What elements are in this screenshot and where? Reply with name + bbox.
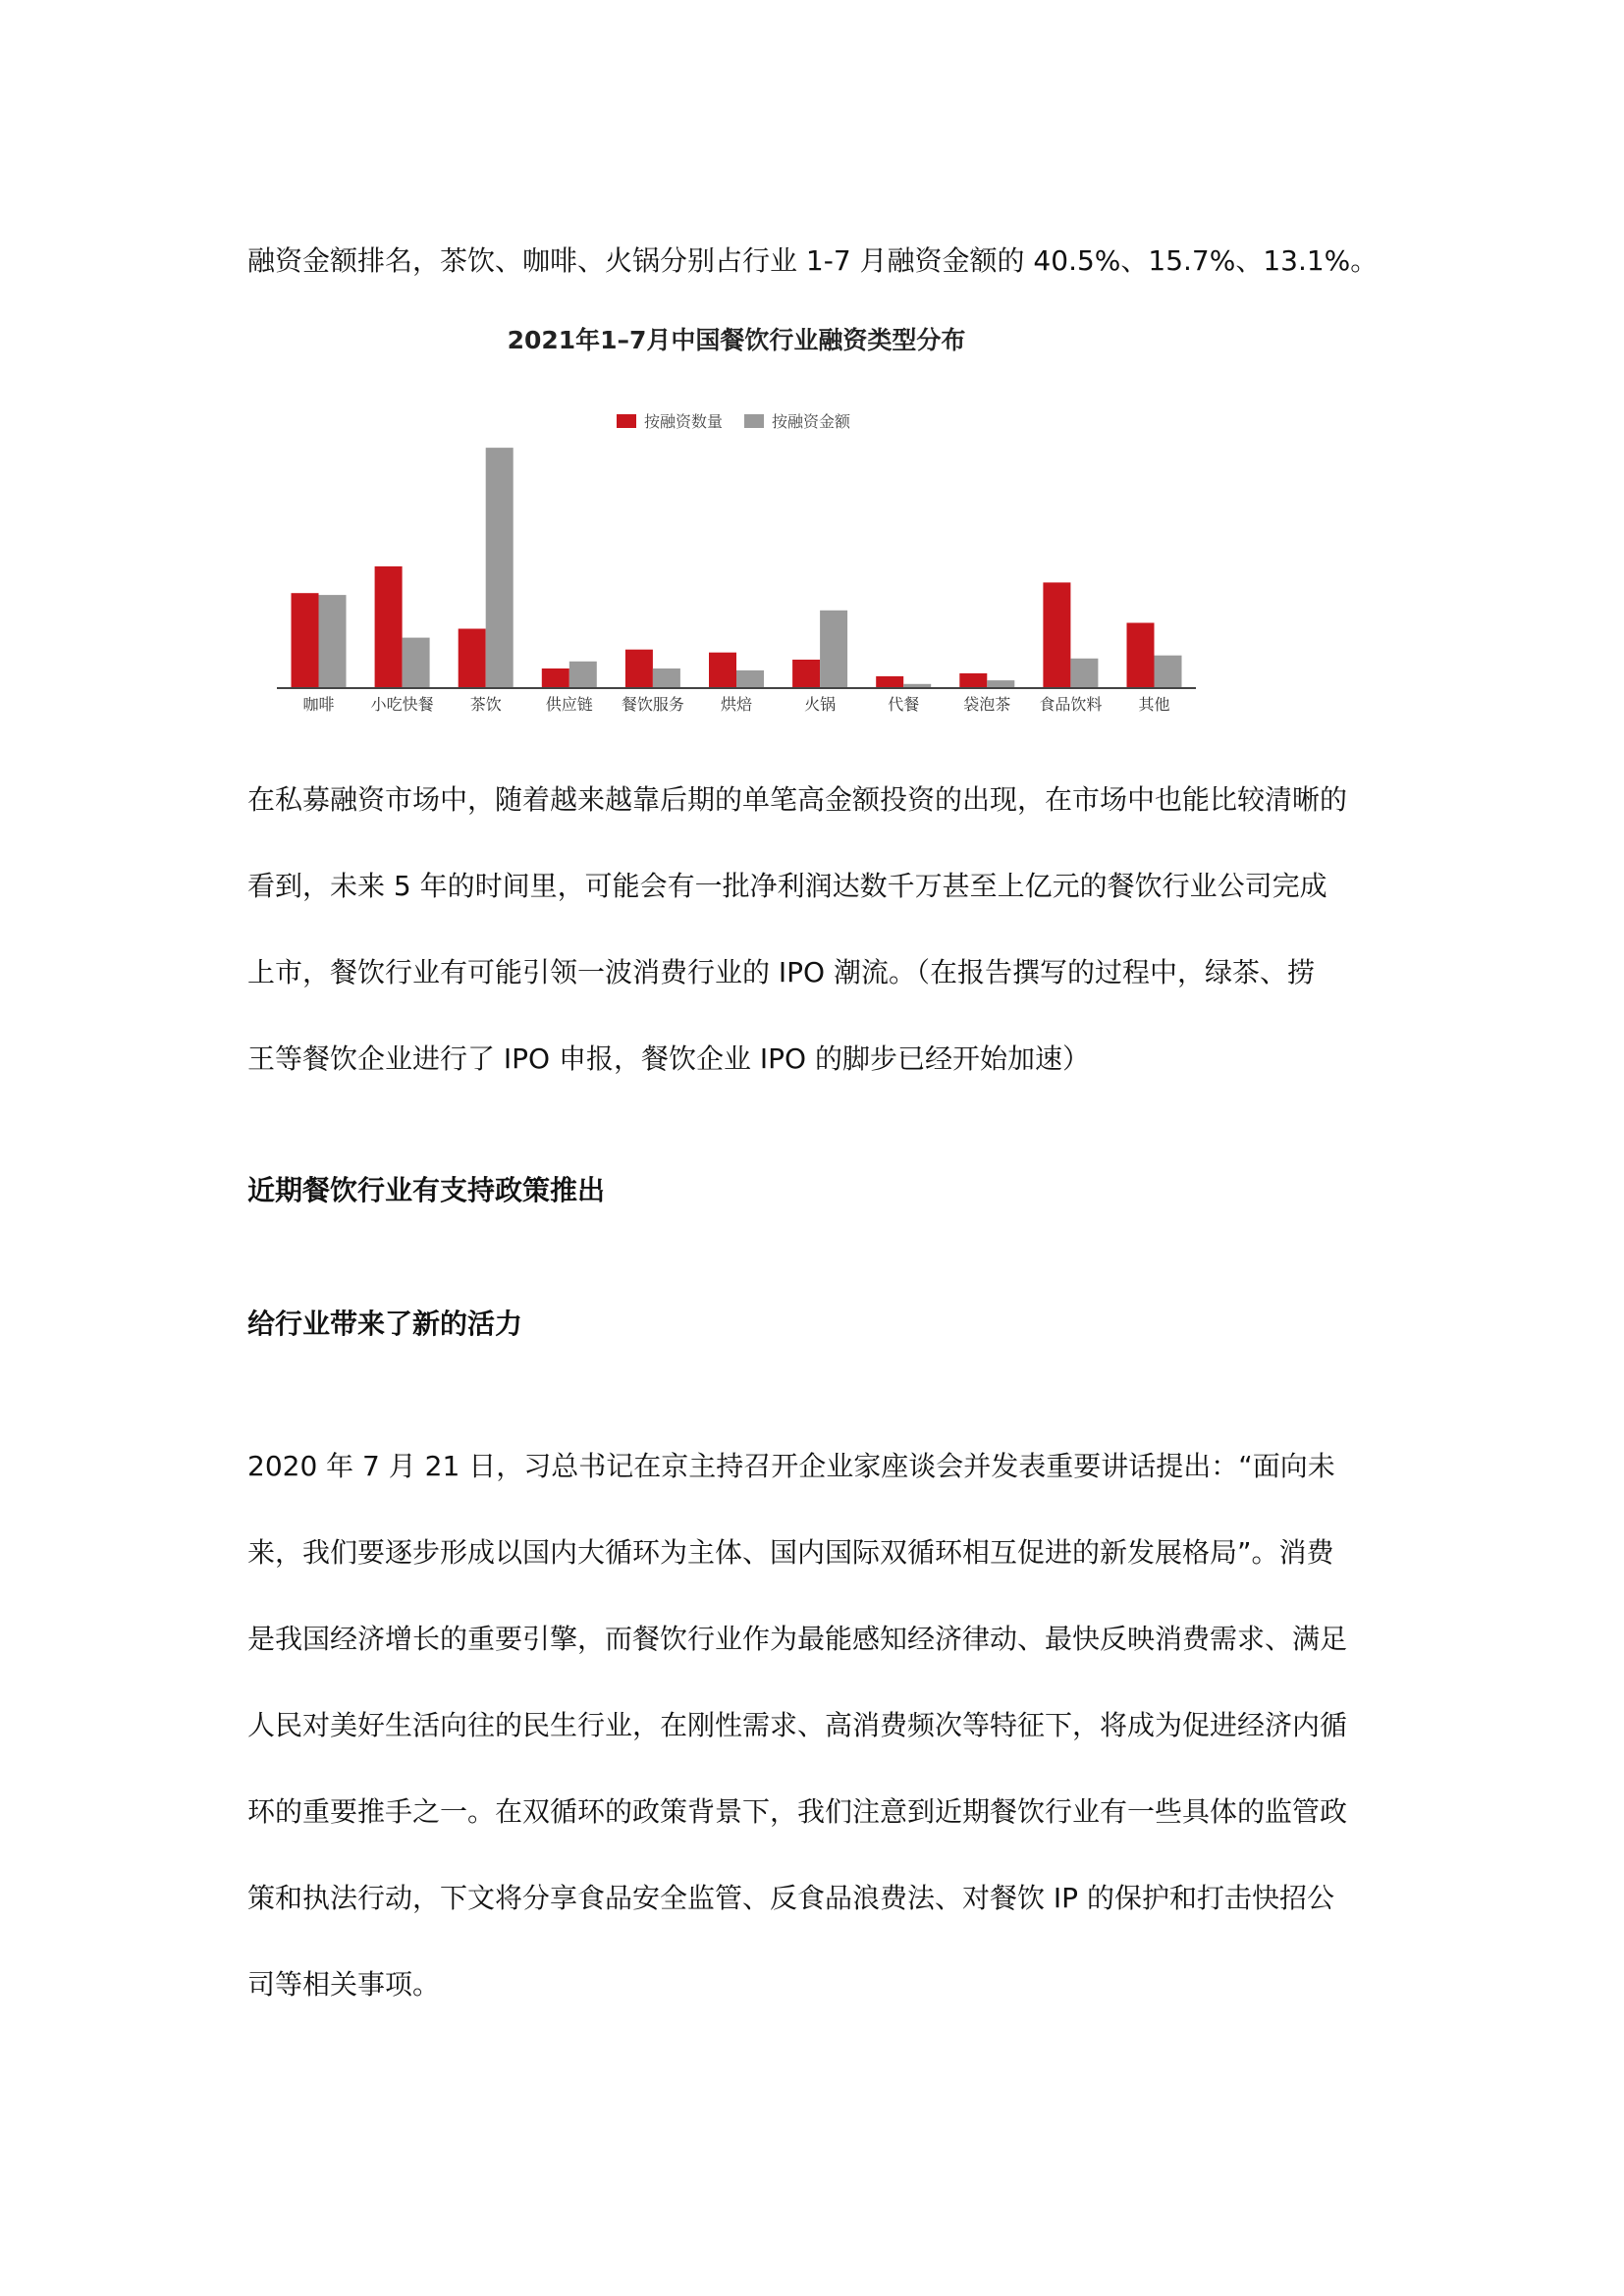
x-axis-labels [302, 695, 1169, 714]
text-line: 2020 年 7 月 21 日，习总书记在京主持召开企业家座谈会并发表重要讲话提出：“面向未 [247, 1450, 1335, 1482]
bar-amount-1 [403, 638, 430, 688]
financing-type-bar-chart [265, 314, 1208, 726]
bar-amount-10 [1155, 656, 1182, 688]
bar-amount-3 [569, 662, 597, 688]
legend-swatch [617, 414, 636, 428]
x-tick-label: 茶饮 [469, 695, 502, 714]
legend-label: 按融资数量 [644, 412, 724, 431]
x-tick-label: 供应链 [545, 695, 593, 714]
bar-count-3 [542, 668, 569, 688]
text-line: 上市，餐饮行业有可能引领一波消费行业的 IPO 潮流。（在报告撰写的过程中，绿茶、捞 [247, 956, 1315, 988]
legend-swatch [744, 414, 764, 428]
bar-count-0 [292, 593, 319, 688]
text-line: 来，我们要逐步形成以国内大循环为主体、国内国际双循环相互促进的新发展格局”。消费 [247, 1536, 1334, 1569]
text-line: 策和执法行动，下文将分享食品安全监管、反食品浪费法、对餐饮 IP 的保护和打击快招公 [247, 1882, 1334, 1914]
bar-amount-4 [653, 668, 680, 688]
x-tick-label: 食品饮料 [1039, 695, 1103, 714]
bar-amount-6 [820, 611, 847, 688]
text-line: 司等相关事项。 [247, 1968, 441, 2001]
bar-count-5 [709, 653, 736, 688]
legend-label: 按融资金额 [772, 412, 851, 431]
intro-paragraph [247, 218, 1386, 304]
bar-count-9 [1043, 582, 1070, 688]
bar-amount-8 [987, 680, 1014, 688]
bar-count-7 [876, 676, 903, 688]
bar-amount-9 [1070, 659, 1098, 688]
x-tick-label: 其他 [1138, 695, 1170, 714]
policy-paragraph [247, 1423, 1386, 2028]
x-tick-label: 餐饮服务 [621, 695, 684, 714]
bar-count-8 [959, 673, 987, 688]
bar-group [292, 448, 1182, 688]
text-line: 环的重要推手之一。在双循环的政策背景下，我们注意到近期餐饮行业有一些具体的监管政 [247, 1795, 1348, 1828]
bar-count-2 [459, 629, 486, 689]
text-line: 在私募融资市场中，随着越来越靠后期的单笔高金额投资的出现，在市场中也能比较清晰的 [247, 783, 1348, 816]
bar-count-1 [375, 566, 403, 688]
bar-count-10 [1127, 623, 1155, 689]
x-tick-label: 火锅 [804, 695, 837, 714]
x-tick-label: 烘焙 [720, 695, 753, 714]
section-heading-policy: 近期餐饮行业有支持政策推出 [247, 1174, 606, 1206]
bar-count-6 [792, 660, 820, 688]
x-tick-label: 袋泡茶 [963, 695, 1011, 714]
text-line: 王等餐饮企业进行了 IPO 申报，餐饮企业 IPO 的脚步已经开始加速） [247, 1042, 1090, 1075]
chart-legend [617, 412, 851, 431]
text-line: 融资金额排名，茶饮、咖啡、火锅分别占行业 1-7 月融资金额的 40.5%、15.7%、13.1%。 [247, 244, 1379, 277]
market-paragraph [247, 757, 1386, 1102]
x-tick-label: 代餐 [888, 695, 920, 714]
x-tick-label: 咖啡 [302, 695, 335, 714]
text-line: 看到，未来 5 年的时间里，可能会有一批净利润达数千万甚至上亿元的餐饮行业公司完成 [247, 870, 1327, 902]
bar-count-4 [625, 650, 653, 688]
bar-amount-0 [319, 595, 347, 688]
chart-title: 2021年1–7月中国餐饮行业融资类型分布 [507, 326, 966, 354]
bar-amount-5 [736, 670, 764, 688]
text-line: 人民对美好生活向往的民生行业，在刚性需求、高消费频次等特征下，将成为促进经济内循 [247, 1709, 1348, 1741]
text-line: 是我国经济增长的重要引擎，而餐饮行业作为最能感知经济律动、最快反映消费需求、满足 [247, 1623, 1348, 1655]
section-heading-vitality: 给行业带来了新的活力 [247, 1308, 523, 1340]
bar-amount-2 [486, 448, 514, 688]
x-tick-label: 小吃快餐 [370, 695, 434, 714]
